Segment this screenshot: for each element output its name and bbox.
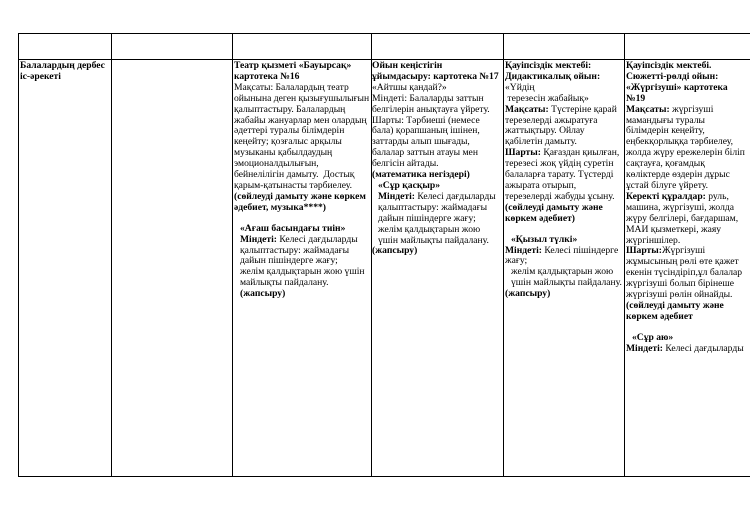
- activity-2b-title: «Сұр қасқыр»: [378, 179, 440, 191]
- activity-cell-4: [626, 61, 748, 355]
- activity-4-cond-text: Жүргізуші жұмысының рөлі өте қажет екенін түсіндіріп,ұл балалар жүргізуші болып бірінеше жүргізуші рөлін ойнайды.: [626, 245, 745, 301]
- activity-4-goal-label: Мақсаты:: [626, 103, 670, 115]
- activity-4b-task: [626, 344, 748, 355]
- table-col-line-0: [18, 33, 19, 477]
- activity-4-cond: [626, 246, 748, 301]
- table-col-line-2: [232, 33, 233, 477]
- activity-4-goal-text: жүргізушi мамандығы туралы білімдерін кеңейту, еңбекқорлыққа тәрбиелеу, жолда жүру ережелерін біліп сақтауға, қоғамдық көліктерде өздерін дұрыс ұстай білуге үйрету.: [626, 103, 748, 191]
- table-top-border: [18, 33, 750, 34]
- table-col-line-4: [503, 33, 504, 477]
- activity-cell-2: [372, 61, 502, 257]
- activity-3b-task-label: Міндеті:: [505, 244, 542, 256]
- activity-4-goal: [626, 105, 748, 192]
- activity-2b-task-label: Міндеті:: [378, 190, 415, 202]
- activity-3-cond-text: Қағаздан қиылған, терезесі жоқ үйдің суретін балаларға тарату. Түстерді ажырата отырып, терезелерді жабуды ұсыну.: [505, 147, 622, 202]
- table-bottom-border: [18, 476, 750, 477]
- activity-2-body: Міндеті: Балаларды заттын белгілерін анықтауға үйрету. Шарты: Тәрбиеші (немесе бала) қорапшаның ішінен, заттарды алып шығады, балалар заттын атауы мен белгісін айтады.: [372, 92, 490, 170]
- activity-4-title: Қауіпсіздік мектебі. Сюжетті-рөлді ойын: «Жүргізуші» картотека №19: [626, 60, 731, 104]
- activity-4-tools-text: руль, машина, жүргізуші, жолда жүру белгілері, бағдаршам, МАИ қызметкері, жаяу жүргіншілер.: [626, 190, 741, 246]
- activity-2b-task: [372, 192, 502, 225]
- activity-3-goal-label: Мақсаты:: [505, 103, 549, 115]
- activity-3b-tag: (жапсыру): [505, 288, 551, 300]
- activity-1b-task2: желім қалдықтарын жою үшін майлықты пайдалану.: [240, 266, 367, 289]
- activity-3-goal: [505, 105, 623, 149]
- activity-2-title: Ойын кеңістігін ұйымдасыру: картотека №17: [372, 60, 499, 82]
- activity-2b-task2: желім қалдықтарын жою үшін майлықты пайдалану.: [378, 223, 489, 246]
- activity-2b-task-text: Келесі дағдыларды қалыптастыру: жаймадағы дайын пішіндерге жағу;: [378, 190, 499, 224]
- activity-4b-title: «Сұр аю»: [632, 331, 674, 343]
- activity-cell-3: [505, 61, 623, 300]
- activity-3-title: Қауіпсіздік мектебі: Дидактикалық ойын:: [505, 60, 601, 82]
- activity-4b-task-text: Келесі дағдыларды: [662, 342, 744, 354]
- activity-4-cond-label: Шарты:: [626, 245, 662, 257]
- row-label-text: Балалардың дербес іс-әрекеті: [20, 60, 108, 82]
- activity-2b-tag: (жапсыру): [372, 245, 418, 257]
- activity-1b-task-label: Міндеті:: [240, 233, 277, 245]
- activity-1b-task-text: Келесі дағдыларды қалыптастыру: жаймадағы дайын пішіндерге жағу;: [240, 233, 361, 267]
- activity-3b-task-text: Келесі пішіндерге жағу;: [505, 244, 621, 267]
- activity-3-tag: (сөйлеуді дамыту және көркем әдебиет): [505, 201, 608, 224]
- activity-2-tag: (математика негіздері): [372, 169, 470, 181]
- activity-3-cond: [505, 148, 623, 203]
- activity-4-tag-1: (сөйлеуді дамыту және: [626, 299, 724, 311]
- activity-3b-task: [505, 246, 623, 268]
- activity-1b-task: [234, 235, 370, 268]
- activity-1b-tag: (жапсыру): [240, 288, 286, 300]
- activity-3-cond-label: Шарты:: [505, 147, 541, 159]
- activity-cell-1: [234, 61, 370, 300]
- activity-1-tag: (сөйлеуді дамыту және көркем әдебиет, музыка****): [234, 190, 369, 213]
- activity-3b-title: «Қызыл түлкі»: [511, 233, 578, 245]
- activity-2-subtitle: «Айтшы қандай?»: [372, 81, 447, 93]
- row-label: [20, 61, 108, 83]
- activity-4-tools-label: Керекті құралдар:: [626, 190, 706, 202]
- activity-4-tag-2: көркем әдебиет: [626, 310, 693, 322]
- activity-3-goal-text: Түстеріне қарай терезелерді ажыратуға жаттықтыру. Ойлау қабілетін дамыту.: [505, 103, 620, 148]
- table-col-line-1: [111, 33, 112, 477]
- table-col-line-5: [624, 33, 625, 477]
- activity-3-subtitle-1: «Үйдің: [505, 81, 535, 93]
- activity-3-subtitle-2: терезесін жабайық»: [505, 92, 589, 104]
- activity-1-body: Мақсаты: Балалардың театр ойынына деген қызығушылығын қалыптастыру. Балалардың жабайы жануарлар мен олардың әдеттері туралы білімдерін кеңейту; қозғалыс арқылы музыканы қабылдаудың эмоционалдылығын, бейнелілігін дамыту. Достық қарым-қатынасты тәрбиелеу.: [234, 81, 370, 191]
- activity-4b-task-label: Міндеті:: [626, 342, 663, 354]
- activity-4-tools: [626, 192, 748, 247]
- activity-3b-task2: желім қалдықтарын жою үшін майлықты пайдалану.: [511, 266, 622, 289]
- activity-1b-title: «Ағаш басындағы тиін»: [240, 222, 346, 234]
- activity-1-title: Театр қызметі «Бауырсақ» картотека №16: [234, 60, 354, 82]
